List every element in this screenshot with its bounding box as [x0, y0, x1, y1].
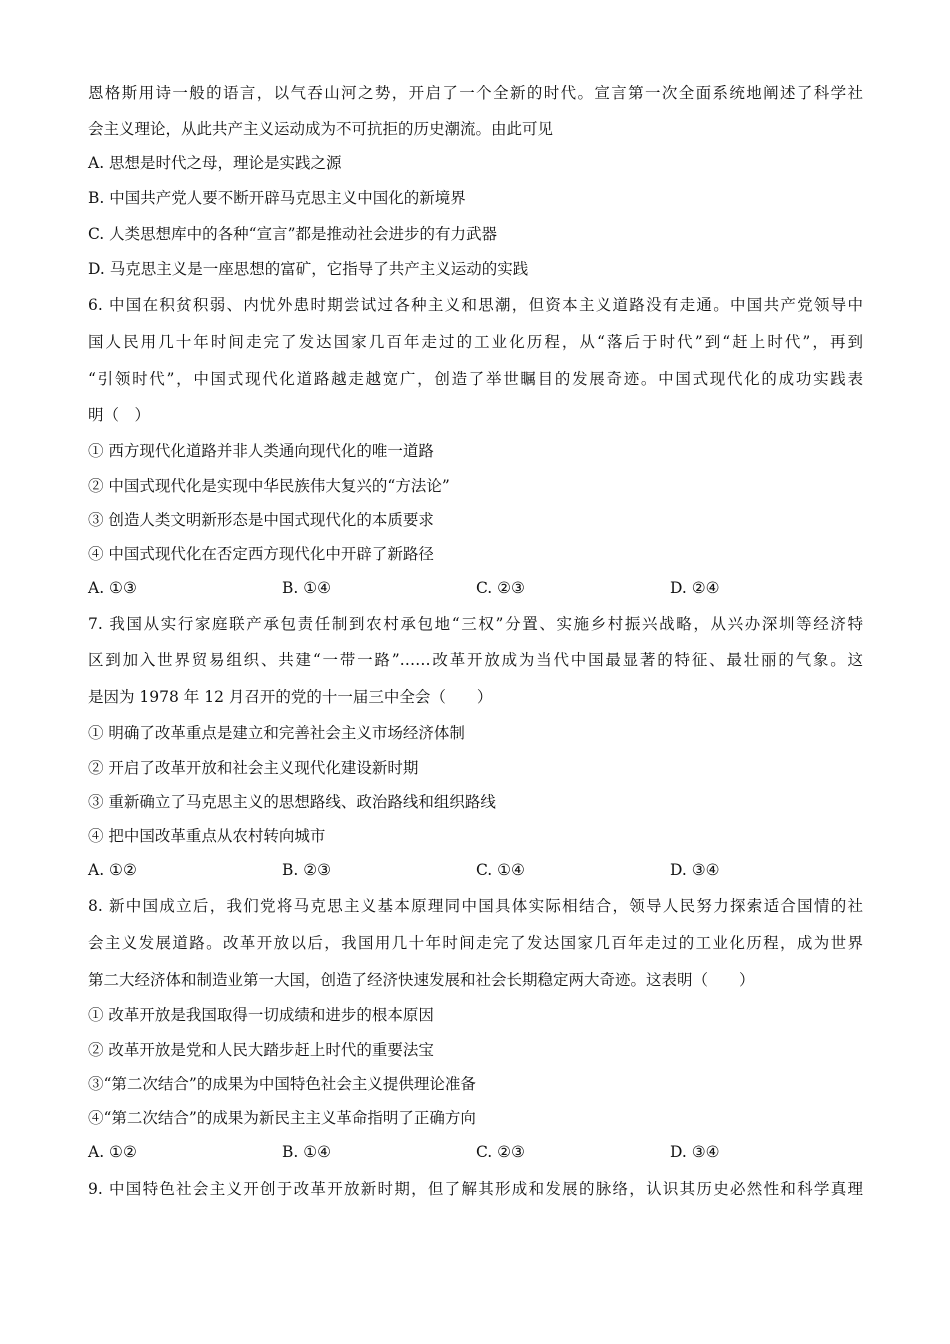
- q8-choice-a: A. ①②: [88, 1143, 137, 1161]
- intro-option-b: B. 中国共产党人要不断开辟马克思主义中国化的新境界: [88, 189, 466, 207]
- q8-choice-b: B. ①④: [282, 1143, 332, 1161]
- q8-choice-c: C. ②③: [476, 1143, 525, 1161]
- q7-choice-b: B. ②③: [282, 861, 332, 879]
- q6-stem-line-2: 国人民用几十年时间走完了发达国家几百年走过的工业化历程，从“落后于时代”到“赶上时代”，再到: [88, 333, 863, 351]
- q6-choice-b: B. ①④: [282, 579, 332, 597]
- q7-choice-c: C. ①④: [476, 861, 525, 879]
- q8-stem-line-2: 会主义发展道路。改革开放以后，我国用几十年时间走完了发达国家几百年走过的工业化历程，成为世界: [88, 934, 863, 952]
- q6-choice-d: D. ②④: [670, 579, 720, 597]
- q7-choice-a: A. ①②: [88, 861, 137, 879]
- q8-stem-line-1: 8. 新中国成立后，我们党将马克思主义基本原理同中国具体实际相结合，领导人民努力探索适合国情的社: [88, 897, 863, 915]
- q7-choices: [88, 860, 863, 880]
- q6-choices: [88, 578, 863, 598]
- q7-stem-line-1: 7. 我国从实行家庭联产承包责任制到农村承包地“三权”分置、实施乡村振兴战略，从兴办深圳等经济特: [88, 615, 863, 633]
- q7-stem-line-3: 是因为 1978 年 12 月召开的党的十一届三中全会（ ）: [88, 688, 493, 706]
- q7-statement-2: ② 开启了改革开放和社会主义现代化建设新时期: [88, 759, 419, 777]
- q7-stem-line-2: 区到加入世界贸易组织、共建“一带一路”……改革开放成为当代中国最显著的特征、最壮丽的气象。这: [88, 651, 863, 669]
- q8-statement-2: ② 改革开放是党和人民大踏步赶上时代的重要法宝: [88, 1041, 434, 1059]
- intro-line-2: 会主义理论，从此共产主义运动成为不可抗拒的历史潮流。由此可见: [88, 120, 554, 138]
- q6-stem-line-1: 6. 中国在积贫积弱、内忧外患时期尝试过各种主义和思潮，但资本主义道路没有走通。中国共产党领导中: [88, 296, 863, 314]
- q8-stem-line-3: 第二大经济体和制造业第一大国，创造了经济快速发展和社会长期稳定两大奇迹。这表明（ ）: [88, 971, 755, 989]
- q9-stem-line-1: 9. 中国特色社会主义开创于改革开放新时期，但了解其形成和发展的脉络，认识其历史必然性和科学真理: [88, 1180, 863, 1198]
- q6-statement-4: ④ 中国式现代化在否定西方现代化中开辟了新路径: [88, 545, 434, 563]
- q8-choices: [88, 1142, 863, 1162]
- q7-choice-d: D. ③④: [670, 861, 720, 879]
- intro-option-a: A. 思想是时代之母，理论是实践之源: [88, 154, 342, 172]
- intro-line-1: 恩格斯用诗一般的语言，以气吞山河之势，开启了一个全新的时代。宣言第一次全面系统地阐述了科学社: [88, 84, 863, 102]
- intro-option-d: D. 马克思主义是一座思想的富矿，它指导了共产主义运动的实践: [88, 260, 529, 278]
- q7-statement-1: ① 明确了改革重点是建立和完善社会主义市场经济体制: [88, 724, 465, 742]
- q7-statement-4: ④ 把中国改革重点从农村转向城市: [88, 827, 326, 845]
- q6-choice-c: C. ②③: [476, 579, 525, 597]
- q8-choice-d: D. ③④: [670, 1143, 720, 1161]
- q6-statement-1: ① 西方现代化道路并非人类通向现代化的唯一道路: [88, 442, 434, 460]
- q8-statement-4: ④“第二次结合”的成果为新民主主义革命指明了正确方向: [88, 1109, 476, 1127]
- q6-choice-a: A. ①③: [88, 579, 137, 597]
- q6-statement-3: ③ 创造人类文明新形态是中国式现代化的本质要求: [88, 511, 434, 529]
- intro-option-c: C. 人类思想库中的各种“宣言”都是推动社会进步的有力武器: [88, 225, 498, 243]
- q7-statement-3: ③ 重新确立了马克思主义的思想路线、政治路线和组织路线: [88, 793, 496, 811]
- q8-statement-1: ① 改革开放是我国取得一切成绩和进步的根本原因: [88, 1006, 434, 1024]
- q8-statement-3: ③“第二次结合”的成果为中国特色社会主义提供理论准备: [88, 1075, 476, 1093]
- q6-stem-line-3: “引领时代”，中国式现代化道路越走越宽广，创造了举世瞩目的发展奇迹。中国式现代化的成功实践表: [88, 370, 863, 388]
- q6-statement-2: ② 中国式现代化是实现中华民族伟大复兴的“方法论”: [88, 477, 450, 495]
- q6-stem-line-4: 明（ ）: [88, 406, 151, 424]
